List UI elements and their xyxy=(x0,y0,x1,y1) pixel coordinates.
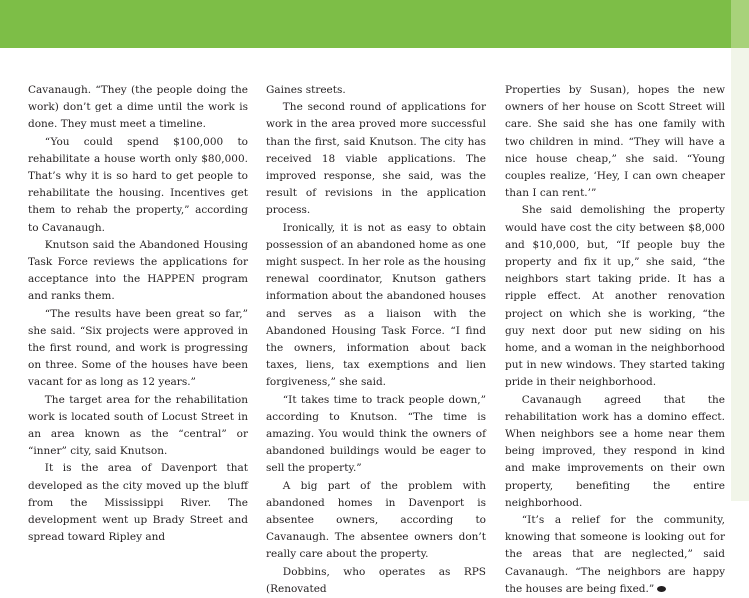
page-edge-tab xyxy=(731,0,749,48)
paragraph: “You could spend $100,000 to rehabilitate a house worth only $80,000. That’s why it is so hard to get people to rehabilitate the housing. Incentives get them to rehab the property,” according to Cavanaugh. xyxy=(28,135,248,234)
paragraph-text: “It’s a relief for the community, knowing that someone is looking out for the areas that are neglected,” said Cavanaugh. “The neighbors are happy the houses are being fixed.” xyxy=(505,514,725,595)
paragraph: A big part of the problem with abandoned homes in Davenport is absentee owners, according to Cavanaugh. The absentee owners don’t really care about the property. xyxy=(266,479,486,561)
page-edge xyxy=(731,0,749,501)
article-column-1 xyxy=(28,82,248,546)
paragraph: “The results have been great so far,” she said. “Six projects were approved in the first round, and work is progressing on three. Some of the houses have been vacant for as long as 12 years.” xyxy=(28,307,248,389)
paragraph: Cavanaugh agreed that the rehabilitation work has a domino effect. When neighbors see a home near them being improved, they respond in kind and make improvements on their own property, benefiting the entire neighborhood. xyxy=(505,393,725,509)
paragraph: Ironically, it is not as easy to obtain possession of an abandoned home as one might suspect. In her role as the housing renewal coordinator, Knutson gathers information about the abandoned houses and serves as a liaison with the Abandoned Housing Task Force. “I find the owners, information about back taxes, liens, tax exemptions and lien forgiveness,” she said. xyxy=(266,221,486,389)
paragraph: Properties by Susan), hopes the new owners of her house on Scott Street will care. She said she has one family with two children in mind. “They will have a nice house cheap,” she said. “Young couples realize, ‘Hey, I can own cheaper than I can rent.’” xyxy=(505,84,725,200)
paragraph: Dobbins, who operates as RPS (Renovated xyxy=(266,565,486,595)
paragraph: The second round of applications for work in the area proved more successful than the first, said Knutson. The city has received 18 viable applications. The improved response, she said, was the result of revisions in the application process. xyxy=(266,101,486,217)
end-of-article-icon xyxy=(657,586,666,592)
article-column-3 xyxy=(505,82,725,598)
paragraph: It is the area of Davenport that developed as the city moved up the bluff from the Mississippi River. The development went up Brady Street and spread toward Ripley and xyxy=(28,462,248,544)
paragraph: She said demolishing the property would have cost the city between $8,000 and $10,000, but, “If people buy the property and fix it up,” she said, “the neighbors start taking pride. It has a ripple effect. At another renovation project on which she is working, “the guy next door put new siding on his home, and a woman in the neighborhood put in new windows. They started taking pride in their neighborhood. xyxy=(505,204,725,389)
article-column-2 xyxy=(266,82,486,598)
header-band xyxy=(0,0,731,48)
paragraph: Gaines streets. xyxy=(266,84,346,96)
paragraph: Knutson said the Abandoned Housing Task Force reviews the applications for acceptance into the HAPPEN program and ranks them. xyxy=(28,238,248,303)
paragraph: The target area for the rehabilitation work is located south of Locust Street in an area known as the “central” or “inner” city, said Knutson. xyxy=(28,393,248,458)
paragraph: “It takes time to track people down,” according to Knutson. “The time is amazing. You would think the owners of abandoned buildings would be eager to sell the property.” xyxy=(266,393,486,475)
paragraph xyxy=(505,512,725,598)
paragraph: Cavanaugh. “They (the people doing the work) don’t get a dime until the work is done. They must meet a timeline. xyxy=(28,84,248,131)
